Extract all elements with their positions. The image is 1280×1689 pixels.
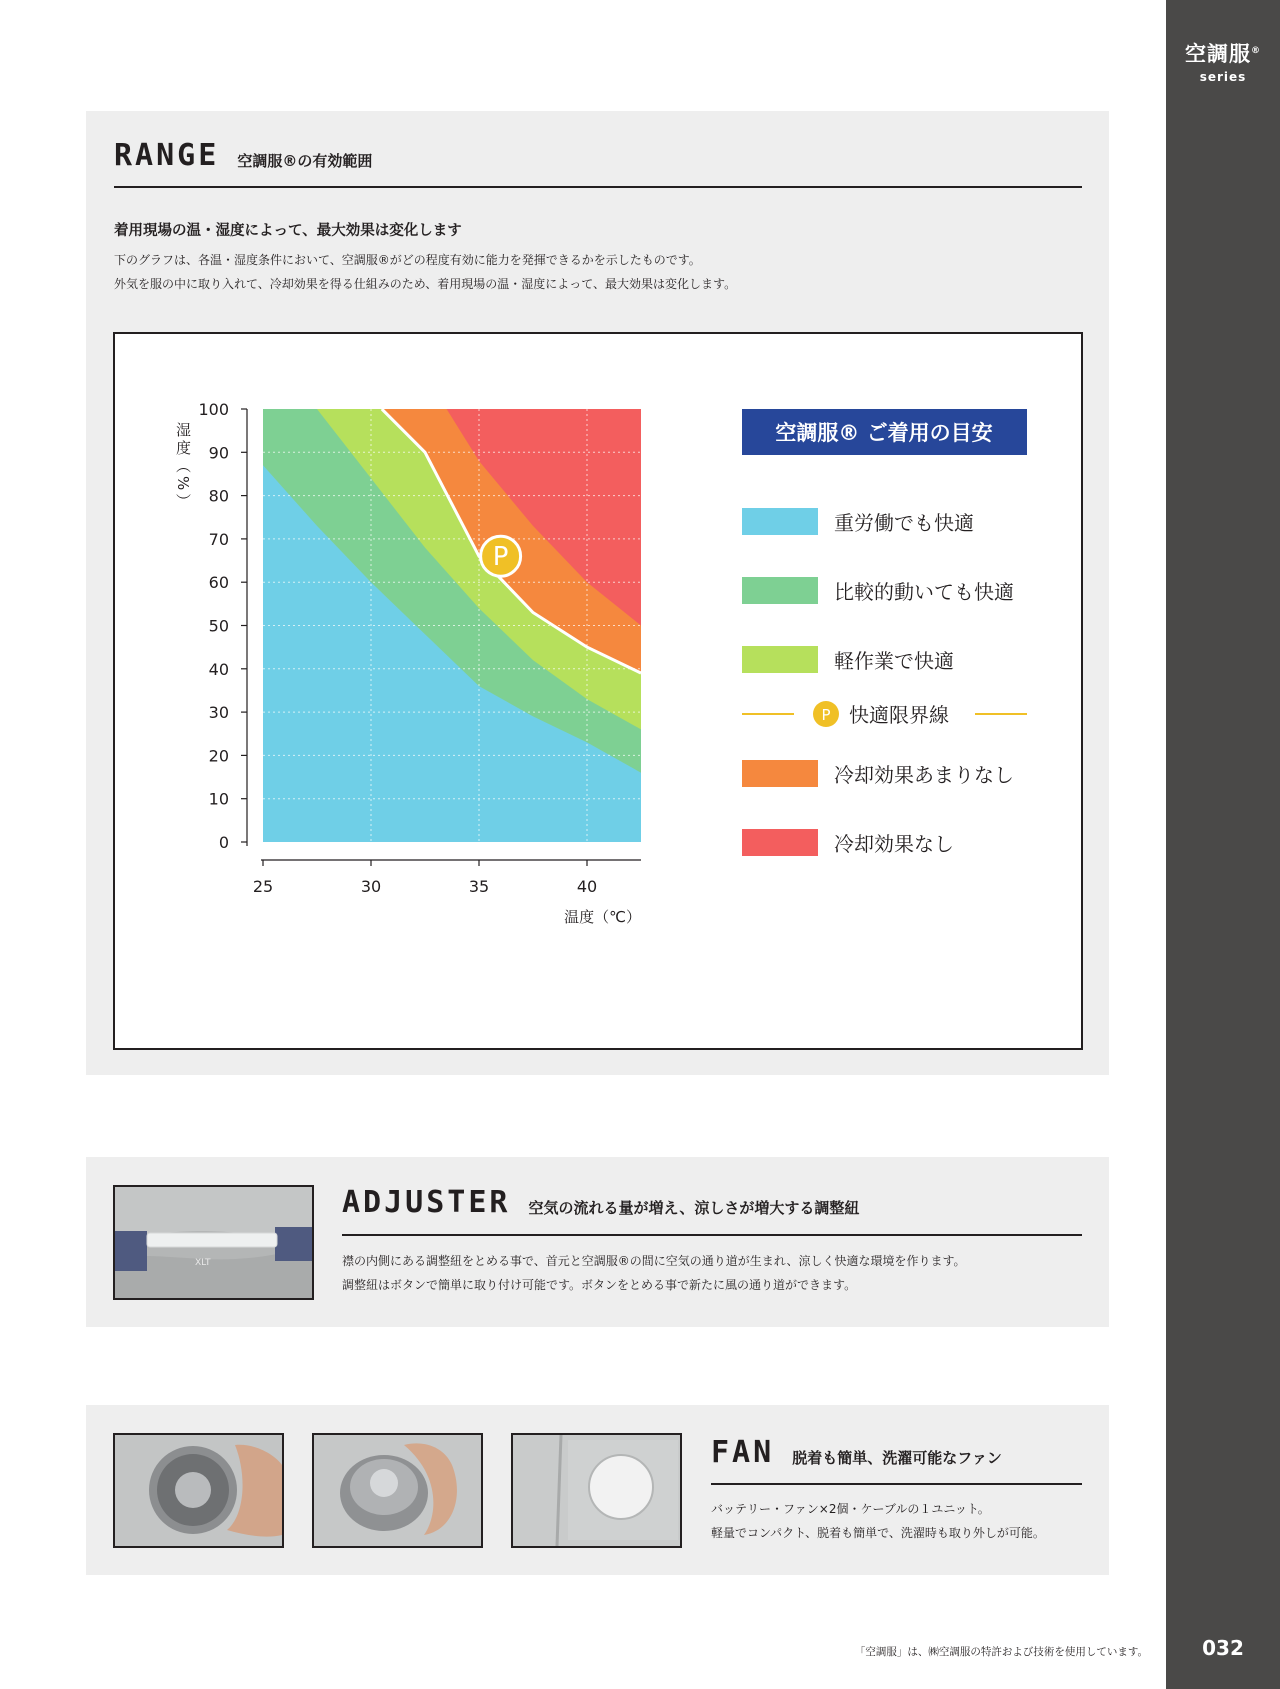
adjuster-body-line-2: 調整紐はボタンで簡単に取り付け可能です。ボタンをとめる事で新たに風の通り道ができます。 xyxy=(342,1278,857,1292)
adjuster-title: ADJUSTER xyxy=(342,1185,511,1220)
adjuster-photo-tag: XLT xyxy=(195,1258,211,1268)
legend-heavy-work-swatch xyxy=(742,508,818,535)
legend-no-cooling-label: 冷却効果なし xyxy=(834,832,954,856)
legend-little-cooling-swatch xyxy=(742,760,818,787)
fan-section xyxy=(86,1405,1109,1575)
y-tick-label: 80 xyxy=(208,486,229,506)
x-tick-label: 35 xyxy=(468,877,490,896)
y-tick-label: 50 xyxy=(208,616,229,636)
legend-no-cooling-swatch xyxy=(742,829,818,856)
range-body xyxy=(114,248,736,296)
legend-moderate-work-label: 比較的動いても快適 xyxy=(834,580,1014,604)
fan-photo-1 xyxy=(113,1433,284,1548)
fan-title: FAN xyxy=(711,1435,775,1470)
range-subtitle: 空調服®の有効範囲 xyxy=(237,152,373,170)
adjuster-heading xyxy=(342,1185,860,1220)
range-chart-svg xyxy=(115,334,1081,1048)
brand-sub: series xyxy=(1199,70,1247,84)
footnote: 「空調服」は、㈱空調服の特許および技術を使用しています。 xyxy=(854,1646,1148,1658)
adjuster-body-line-1: 襟の内側にある調整紐をとめる事で、首元と空調服®の間に空気の通り道が生まれ、涼しく快適な環境を作ります。 xyxy=(342,1254,966,1268)
fan-body xyxy=(711,1497,1045,1545)
fan-divider xyxy=(711,1483,1082,1485)
y-tick-label: 70 xyxy=(208,529,229,549)
brand-name: 空調服® xyxy=(1185,42,1261,66)
range-chart xyxy=(113,332,1083,1050)
legend-title: 空調服® ご着用の目安 xyxy=(775,421,993,445)
fan-subtitle: 脱着も簡単、洗濯可能なファン xyxy=(792,1449,1002,1467)
comfort-limit-marker-label: P xyxy=(492,542,509,573)
fan-photo-2 xyxy=(312,1433,483,1548)
fan-heading xyxy=(711,1435,1002,1470)
plot-area xyxy=(263,409,641,842)
range-body-line-2: 外気を服の中に取り入れて、冷却効果を得る仕組みのため、着用現場の温・湿度によって、最大効果は変化します。 xyxy=(114,277,737,291)
range-heading xyxy=(114,138,373,173)
range-lead: 着用現場の温・湿度によって、最大効果は変化します xyxy=(114,223,462,239)
y-tick-label: 90 xyxy=(208,443,229,463)
page-number: 032 xyxy=(1202,1636,1244,1660)
legend-moderate-work-swatch xyxy=(742,577,818,604)
adjuster-body xyxy=(342,1249,966,1297)
adjuster-divider xyxy=(342,1234,1082,1236)
x-tick-label: 30 xyxy=(360,877,382,896)
adjuster-section xyxy=(86,1157,1109,1327)
y-tick-label: 40 xyxy=(208,659,229,679)
x-tick-label: 25 xyxy=(252,877,274,896)
y-tick-label: 100 xyxy=(198,400,229,419)
x-axis-label: 温度（℃） xyxy=(564,908,641,926)
side-brand xyxy=(1166,38,1280,84)
y-tick-label: 20 xyxy=(208,746,229,766)
y-tick-label: 10 xyxy=(208,789,229,809)
legend-light-work-label: 軽作業で快適 xyxy=(834,649,954,673)
fan-body-line-2: 軽量でコンパクト、脱着も簡単で、洗濯時も取り外しが可能。 xyxy=(711,1526,1045,1540)
range-title: RANGE xyxy=(114,138,220,173)
legend-heavy-work-label: 重労働でも快適 xyxy=(834,511,974,535)
x-tick-label: 40 xyxy=(576,877,598,896)
fan-photo-3 xyxy=(511,1433,682,1548)
y-axis-label: 湿度（%） xyxy=(174,422,192,512)
legend-little-cooling-label: 冷却効果あまりなし xyxy=(834,763,1014,787)
side-band xyxy=(1166,0,1280,1689)
adjuster-subtitle: 空気の流れる量が増え、涼しさが増大する調整紐 xyxy=(528,1199,860,1217)
range-divider xyxy=(114,186,1082,188)
legend-limit-label: 快適限界線 xyxy=(849,703,949,727)
y-tick-label: 60 xyxy=(208,573,229,593)
fan-body-line-1: バッテリー・ファン×2個・ケーブルの１ユニット。 xyxy=(711,1502,990,1516)
legend-limit-marker-label: P xyxy=(821,706,831,724)
range-body-line-1: 下のグラフは、各温・湿度条件において、空調服®がどの程度有効に能力を発揮できるかを示したものです。 xyxy=(114,253,701,267)
range-section xyxy=(86,111,1109,1075)
y-tick-label: 30 xyxy=(208,703,229,723)
adjuster-photo xyxy=(113,1185,314,1300)
y-tick-label: 0 xyxy=(218,833,229,852)
legend-light-work-swatch xyxy=(742,646,818,673)
